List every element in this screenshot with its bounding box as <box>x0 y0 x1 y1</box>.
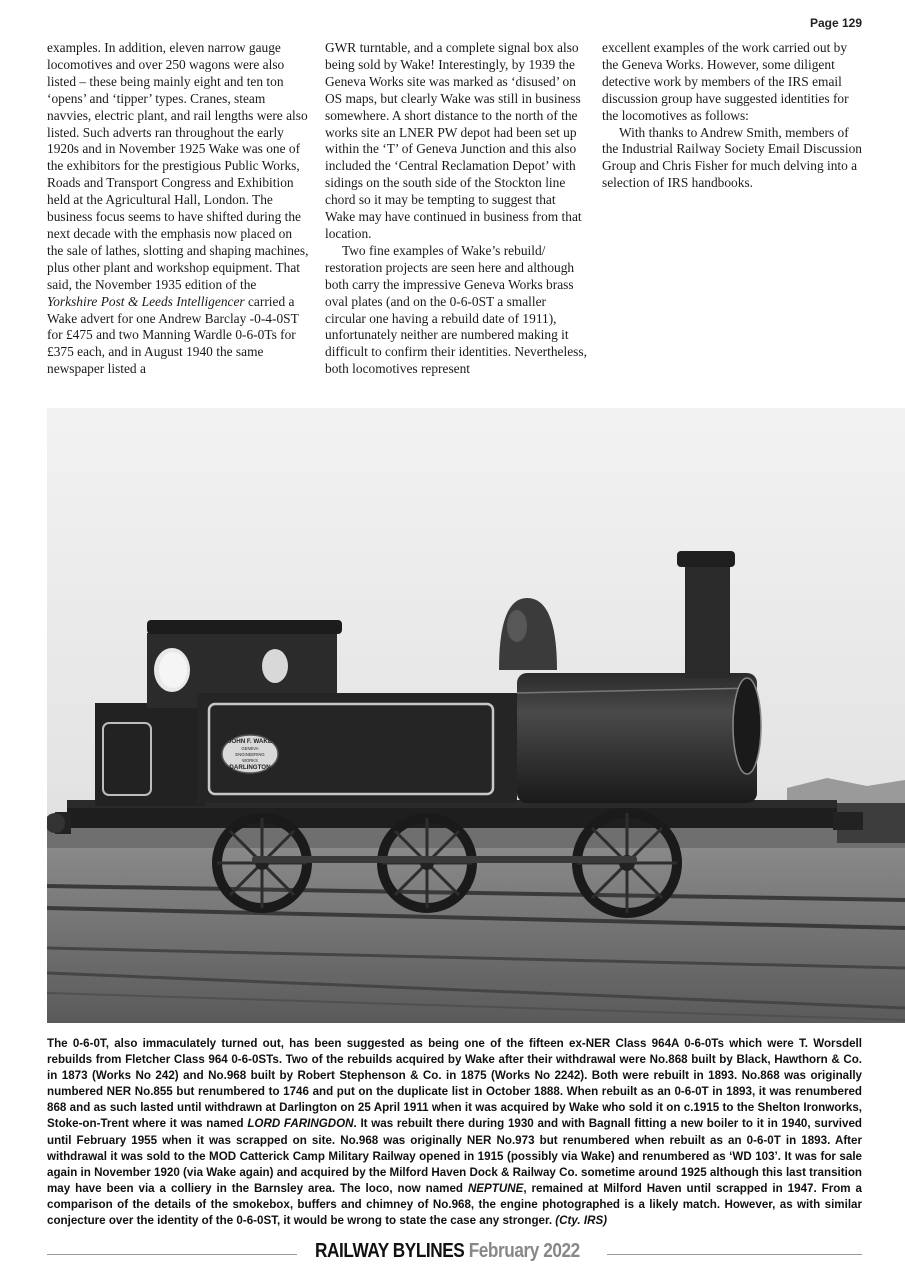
locomotive-illustration <box>47 408 905 1023</box>
paragraph: Two fine examples of Wake’s rebuild/ restoration projects are seen here and although both carry the impressive Geneva Works brass oval plates (and on the 0-6-0ST a smaller circular one having a rebuild date of 1911), unfortunately neither are numbered making it difficult to confirm their identities. Nevertheless, both locomotives represent <box>325 242 587 377</box>
page-footer <box>47 1240 862 1270</box>
paragraph: GWR turntable, and a complete signal box also being sold by Wake! Interestingly, by 1939 the Geneva Works site was marked as ‘disused’ on OS maps, but clearly Wake was still in business somewhere. A short distance to the north of the works site an LNER PW depot had been set up within the ‘T’ of Geneva Junction and this also included the ‘Central Reclamation Depot’ with sidings on the south side of the Stockton line chord so it may be tempting to suggest that Wake may have continued in business from that location. <box>325 40 582 241</box>
footer-rule-right <box>607 1254 862 1255</box>
issue-date: February 2022 <box>468 1240 580 1262</box>
plate-line-1: JOHN F. WAKE <box>227 738 273 745</box>
plate-line-4: WORKS <box>242 758 258 763</box>
article-column-2 <box>325 40 587 378</box>
plate-line-2: GENEVA <box>241 746 259 751</box>
plate-line-5: DARLINGTON <box>229 764 271 771</box>
loco-name-2: NEPTUNE <box>467 1181 524 1195</box>
paragraph: With thanks to Andrew Smith, members of the Industrial Railway Society Email Discussion Group and Chris Fisher for much delving into a selection of IRS handbooks. <box>602 124 862 191</box>
loco-name-1: LORD FARINGDON <box>247 1117 354 1131</box>
footer-rule-left <box>47 1254 297 1255</box>
footer-title <box>315 1240 580 1263</box>
works-plate <box>222 735 278 773</box>
page-number: Page 129 <box>809 16 862 30</box>
article-column-1 <box>47 40 309 378</box>
paragraph: examples. In addition, eleven narrow gauge locomotives and over 250 wagons were also listed – these being mainly eight and ten ton ‘opens’ and ‘tipper’ types. Cranes, steam navvies, electric plant, and rail lengths were also listed. Such adverts ran throughout the early 1920s and in November 1925 Wake was one of the exhibitors for the prestigious Public Works, Roads and Transport Congress and Exhibition held at the Agricultural Hall, London. The business focus seems to have shifted during the next decade with the emphasis now placed on the sale of lathes, slotting and shaping machines, plus other plant and workshop equipment. That said, the November 1935 edition of the Yorkshire Post & Leeds Intelligencer carried a Wake advert for one Andrew Barclay -0-4-0ST for £475 and two Manning Wardle 0-6-0Ts for £375 each, and in August 1940 the same newspaper listed a <box>47 40 309 377</box>
article-column-3 <box>602 40 864 192</box>
plate-line-3: ENGINEERING <box>235 752 265 757</box>
publication-name: RAILWAY BYLINES <box>315 1240 465 1262</box>
newspaper-title: Yorkshire Post & Leeds Intelligencer <box>47 293 245 309</box>
locomotive-photo <box>47 408 905 1023</box>
photo-caption: The 0-6-0T, also immaculately turned out, has been suggested as being one of the fifteen ex-NER Class 964A 0-6-0Ts which were T. Worsdell rebuilds from Fletcher Class 964 0-6-0STs. Two of the rebuilds acquired by Wake after their withdrawal were No.868 built by Black, Hawthorn & Co. in 1873 (Works No 242) and No.968 built by Robert Stephenson & Co. in 1875 (Works No 2242). Both were rebuilt in 1893. No.868 was originally numbered NER No.855 but renumbered to 1746 and put on the duplicate list in October 1888. When rebuilt as an 0-6-0T in 1893, it was renumbered 868 and as such lasted until withdrawn at Darlington on 25 April 1911 when it was acquired by Wake who sold it on c.1915 to the Shelton Ironworks, Stoke-on-Trent where it was named LORD FARINGDON. It was rebuilt there during 1930 and with Bagnall fitting a new boiler to it in 1940, survived until February 1955 when it was scrapped on site. No.968 was originally NER No.973 but renumbered when rebuilt as an 0-6-0T in 1893. After withdrawal it was sold to the MOD Catterick Camp Military Railway opened in 1915 (possibly via Wake) and renumbered as ‘WD 103’. It was for sale again in November 1920 (via Wake again) and acquired by the Milford Haven Dock & Railway Co. sometime around 1925 although this last transition may have been via a colliery in the Barnsley area. The loco, now named NEPTUNE, remained at Milford Haven until scrapped in 1947. From a comparison of the details of the smokebox, buffers and chimney of No.968, the engine photographed is a likely match. However, as with similar conjecture over the identity of the 0-6-0ST, it would be wrong to state the case any stronger. (Cty. IRS) <box>47 1037 862 1228</box>
paragraph: excellent examples of the work carried out by the Geneva Works. However, some diligent detective work by members of the IRS email discussion group have suggested identities for the locomotives as follows: <box>602 40 849 123</box>
photo-credit: (Cty. IRS) <box>555 1214 608 1228</box>
